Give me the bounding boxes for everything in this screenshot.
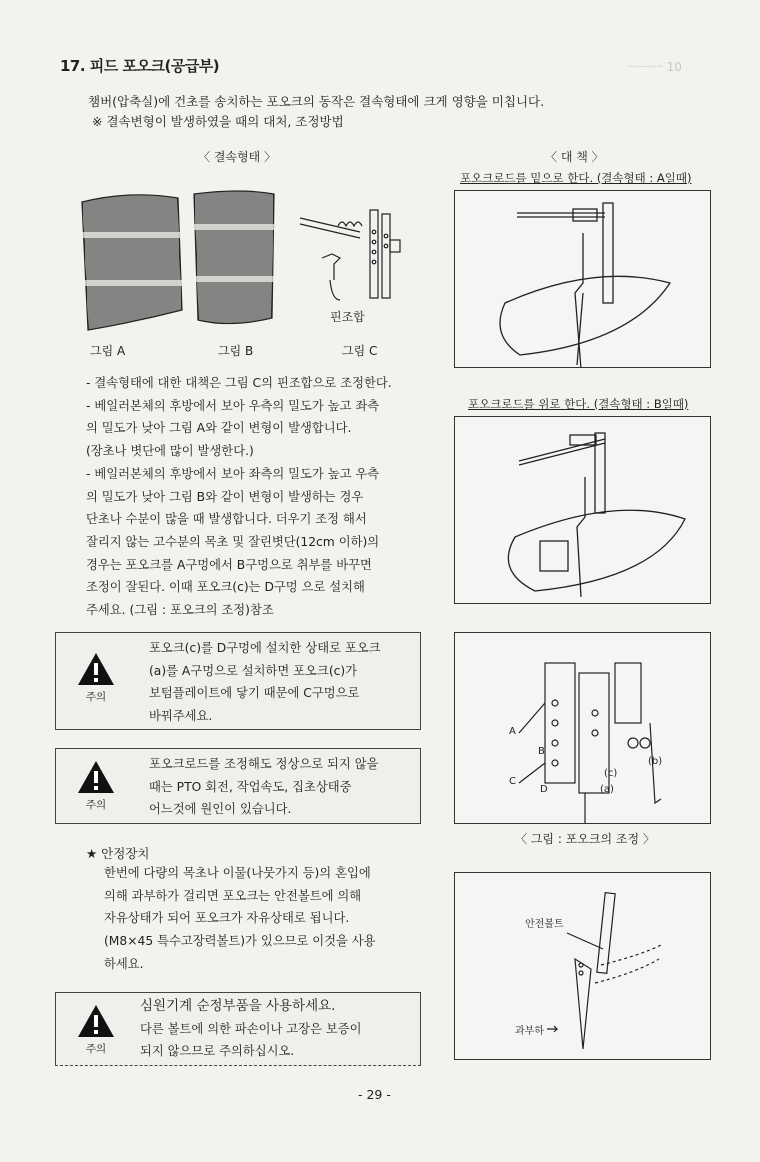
intro-text: 챔버(압축실)에 건초를 송치하는 포오크의 동작은 결속형태에 크게 영향을 미칩니다.	[88, 94, 545, 109]
body-line: 단초나 수분이 많을 때 발생합니다. 더우기 조정 해서	[86, 512, 367, 527]
fork-rod-up-figure	[454, 416, 711, 604]
warning-line: 보텀플레이트에 닿기 때문에 C구멍으로	[149, 686, 360, 701]
warning-label: 주의	[85, 1043, 107, 1055]
body-line: 의 밀도가 낮아 그림 A와 같이 변형이 발생합니다.	[86, 421, 352, 436]
warning-line: 바꿔주세요.	[149, 709, 213, 724]
body-line: - 베일러본체의 후방에서 보아 좌측의 밀도가 높고 우측	[86, 466, 380, 481]
safety-title: ★ 안정장치	[86, 846, 150, 861]
warning-line: (a)를 A구멍으로 설치하면 포오크(c)가	[149, 663, 358, 678]
body-line: - 베일러본체의 후방에서 보아 우측의 밀도가 높고 좌측	[86, 398, 380, 413]
figure-b-label: 그림 B	[218, 344, 254, 358]
warning-box	[55, 632, 421, 730]
bale-a	[82, 195, 182, 330]
figure-a-label: 그림 A	[90, 344, 126, 358]
warning-line: 심원기계 순정부품을 사용하세요.	[140, 998, 336, 1014]
fork-c-label: (c)	[604, 768, 618, 779]
hole-c-label: C	[509, 776, 516, 787]
bleed-through-text: ㅡㅡㅡ 10	[628, 60, 682, 74]
intro-note: ※ 결속변형이 발생하였을 때의 대처, 조정방법	[92, 114, 344, 129]
warning-icon	[76, 651, 116, 707]
warning-line: 포오크(c)를 D구멍에 설치한 상태로 포오크	[149, 641, 381, 655]
caption-right: 〈 대 책 〉	[545, 150, 604, 164]
safety-line: 하세요.	[104, 956, 144, 971]
right-fig3-caption: 〈 그림 : 포오크의 조정 〉	[515, 832, 655, 846]
right-fig1-caption: 포오크로드를 밑으로 한다. (결속형태 : A일때)	[460, 171, 692, 185]
pin-hole-label: 핀조합	[330, 310, 365, 324]
bale-b	[194, 191, 274, 324]
body-line: 잘리지 않는 고수분의 목초 및 잘린볏단(12cm 이하)의	[86, 534, 380, 549]
body-line: 경우는 포오크를 A구멍에서 B구멍으로 취부를 바꾸면	[86, 557, 372, 572]
warning-box	[55, 992, 421, 1066]
warning-icon	[76, 759, 116, 815]
safety-bolt-figure	[454, 872, 711, 1060]
warning-label: 주의	[85, 691, 107, 703]
section-title: 17. 피드 포오크(공급부)	[60, 57, 220, 75]
bale-figures	[60, 180, 420, 340]
warning-line: 포오크로드를 조정해도 정상으로 되지 않을	[149, 757, 379, 771]
right-fig2-caption: 포오크로드를 위로 한다. (결속형태 : B일때)	[468, 397, 689, 411]
safety-line: 의해 과부하가 걸리면 포오크는 안전볼트에 의해	[104, 888, 362, 903]
fork-adjustment-figure	[454, 632, 711, 824]
fork-rod-down-figure	[454, 190, 711, 368]
body-line: 조정이 잘된다. 이때 포오크(c)는 D구멍 으로 설치해	[86, 580, 365, 595]
warning-line: 되지 않으므로 주의하십시오.	[140, 1044, 295, 1059]
warning-label: 주의	[85, 799, 107, 811]
warning-line: 다른 볼트에 의한 파손이나 고장은 보증이	[140, 1021, 362, 1036]
hole-d-label: D	[540, 784, 548, 795]
safety-line: 한번에 다량의 목초나 이물(나뭇가지 등)의 혼입에	[104, 866, 371, 880]
hole-a-label: A	[509, 726, 516, 737]
warning-line: 어느것에 원인이 있습니다.	[149, 802, 292, 817]
fork-a-label: (a)	[600, 784, 614, 795]
figure-c-label: 그림 C	[342, 344, 378, 358]
body-line: 주세요. (그림 : 포오크의 조정)참조	[86, 603, 274, 618]
hole-b-label: B	[538, 746, 545, 757]
fork-b-label: (b)	[648, 756, 663, 767]
safety-line: 자유상태가 되어 포오크가 자유상태로 됩니다.	[104, 911, 350, 926]
countermeasure-text	[86, 372, 424, 622]
caption-left: 〈 결속형태 〉	[198, 150, 276, 164]
body-line: - 결속형태에 대한 대책은 그림 C의 핀조합으로 조정한다.	[86, 376, 392, 390]
page-number: - 29 -	[358, 1087, 391, 1102]
safety-line: (M8×45 특수고장력볼트)가 있으므로 이것을 사용	[104, 934, 376, 949]
body-line: (장초나 볏단에 많이 발생한다.)	[86, 444, 254, 459]
safety-bolt-label: 안전볼트	[525, 919, 564, 930]
warning-line: 때는 PTO 회전, 작업속도, 집초상태중	[149, 779, 352, 794]
body-line: 의 밀도가 낮아 그림 B와 같이 변형이 발생하는 경우	[86, 489, 364, 504]
overload-label: 과부하	[515, 1026, 544, 1037]
safety-text	[104, 862, 422, 976]
warning-icon	[76, 1003, 116, 1059]
pin-assembly	[300, 210, 400, 300]
warning-box	[55, 748, 421, 824]
